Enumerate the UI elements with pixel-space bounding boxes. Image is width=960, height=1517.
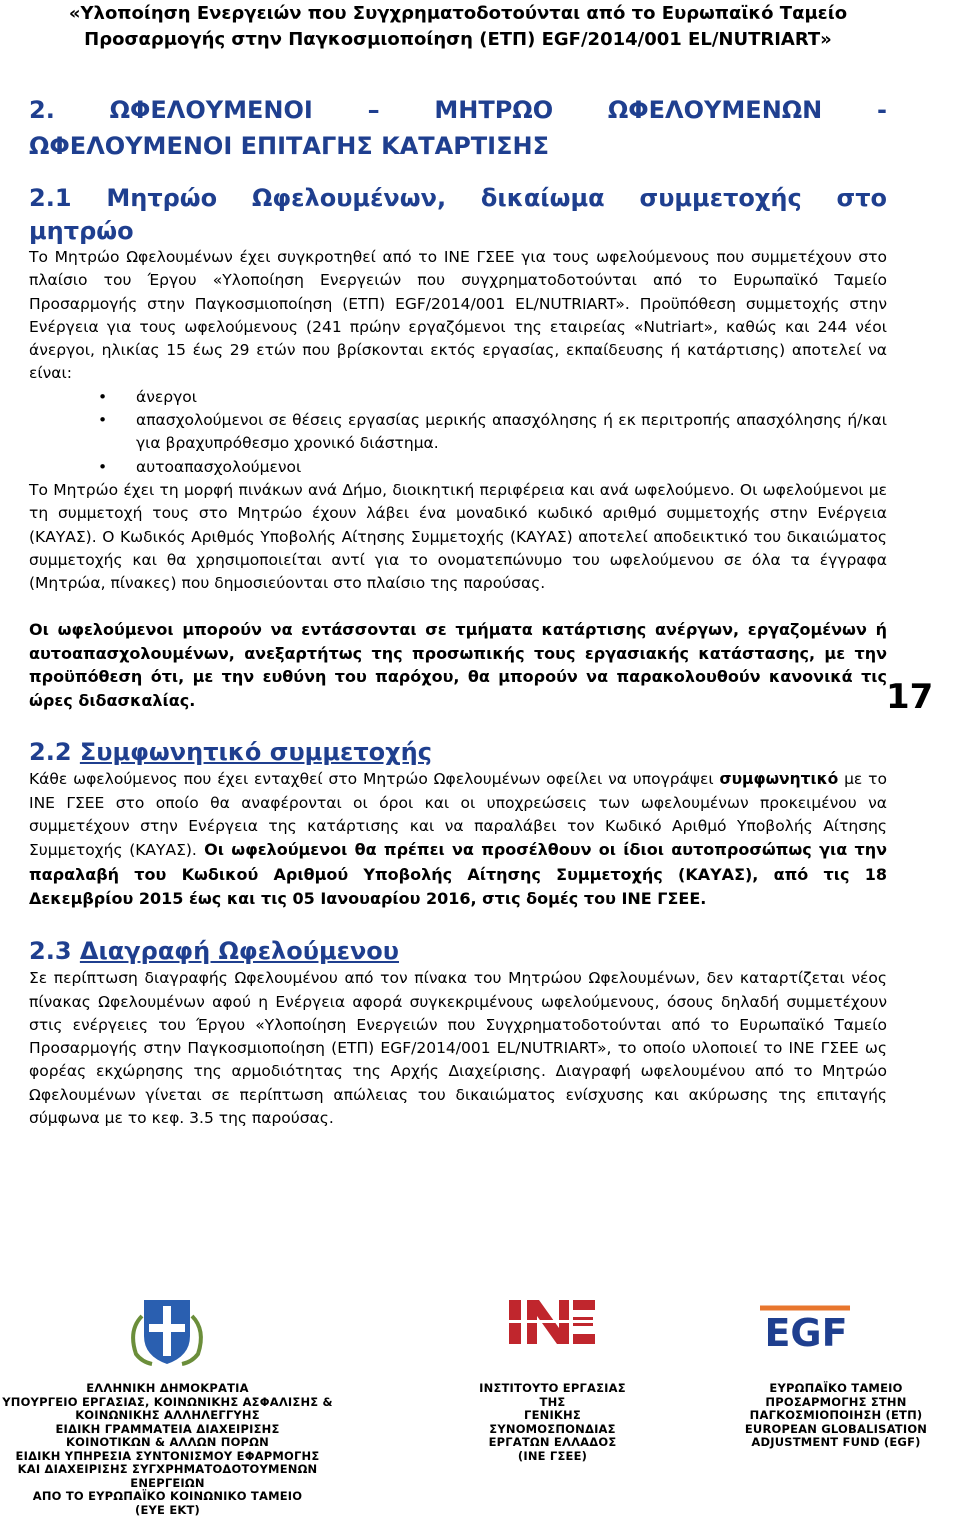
section-2-1-bold-paragraph: Οι ωφελούμενοι μπορούν να εντάσσονται σε τμήματα κατάρτισης ανέργων, εργαζομένων ή αυτοαπασχολουμένων, ανεξαρτήτως της προσωπικής τους εργασιακής κατάστασης, με την προϋπόθεση ότι, με την ευθύνη του παρόχου, θα μπορούν να παρακολουθούν κανονικά τις ώρες διδασκαλίας. [29,618,887,712]
footer-line: ΕΙΔΙΚΗ ΥΠΗΡΕΣΙΑ ΣΥΝΤΟΝΙΣΜΟΥ ΕΦΑΡΜΟΓΗΣ [0,1450,335,1464]
header-line-2: Προσαρμογής στην Παγκοσμιοποίηση (ΕΤΠ) EGF/2014/001 EL/NUTRIART» [29,26,887,52]
footer-line: ΕΛΛΗΝΙΚΗ ΔΗΜΟΚΡΑΤΙΑ [0,1382,335,1396]
egf-text [736,1382,936,1450]
footer-line: ΕΥΡΩΠΑΪΚΟ ΤΑΜΕΙΟ [736,1382,936,1396]
footer-line: ΚΑΙ ΔΙΑΧΕΙΡΙΣΗΣ ΣΥΓΧΡΗΜΑΤΟΔΟΤΟΥΜΕΝΩΝ ΕΝΕΡΓΕΙΩΝ [0,1463,335,1490]
section-2-2-title [29,736,887,768]
section-2-title-line-1: 2. ΩΦΕΛΟΥΜΕΝΟΙ – ΜΗΤΡΩΟ ΩΦΕΛΟΥΜΕΝΩΝ - [29,92,887,128]
eligibility-list [29,386,887,479]
egf-logo-text: EGF [764,1311,847,1355]
footer-line: EUROPEAN GLOBALISATION [736,1423,936,1437]
list-item: • απασχολούμενοι σε θέσεις εργασίας μερικής απασχόλησης ή εκ περιτροπής απασχόλησης ή/και για βραχυπρόθεσμο χρονικό διάστημα. [29,409,887,456]
section-2-2-paragraph [29,768,887,911]
footer-line: (ΕΥΕ ΕΚΤ) [0,1504,335,1517]
section-2-1-title-line-1: 2.1 Μητρώο Ωφελουμένων, δικαίωμα συμμετοχής στο [29,180,887,216]
section-2-2-text-c: με το ΙΝΕ ΓΣΕΕ στο οποίο θα αναφέρονται οι όροι και οι υποχρεώσεις των ωφελουμένων προκειμένου να συμμετέχουν στην Ενέργεια της κατάρτισης και να παραλάβει τον Κωδικό Αριθμό Υποβολής Αίτησης Συμμετοχής (ΚΑΥΑΣ). [29,770,887,859]
egf-logo-icon [754,1300,864,1356]
greek-coat-of-arms-icon [122,1296,212,1366]
list-item: • αυτοαπασχολούμενοι [29,456,887,479]
section-2-3-paragraph: Σε περίπτωση διαγραφής Ωφελουμένου από τον πίνακα του Μητρώου Ωφελουμένων, δεν καταρτίζεται νέος πίνακας Ωφελουμένων αφού η Ενέργεια αφορά συγκεκριμένους ωφελούμενους, όσους δηλαδή συμμετέχουν στις ενέργειες του Έργου «Υλοποίηση Ενεργειών που Συγχρηματοδοτούνται από το Ευρωπαϊκό Ταμείο Προσαρμογής στην Παγκοσμιοποίηση (ΕΤΠ) EGF/2014/001 EL/NUTRIART», το οποίο υλοποιεί το ΙΝΕ ΓΣΕΕ ως φορέας εκχώρησης της αρμοδιότητας της Αρχής Διαχείρισης. Διαγραφή ωφελουμένου από το Μητρώο Ωφελουμένων γίνεται σε περίπτωση απώλειας του δικαιώματος ενίσχυσης και ακύρωσης της επιταγής σύμφωνα με το κεφ. 3.5 της παρούσας. [29,967,887,1130]
ine-gsee-logo-icon [503,1292,599,1350]
section-2-2-title-text: Συμφωνητικό συμμετοχής [80,738,432,766]
section-2-1-paragraph-2: Το Μητρώο έχει τη μορφή πινάκων ανά Δήμο, διοικητική περιφέρεια και ανά ωφελούμενο. Οι ωφελούμενοι με τη συμμετοχή τους στο Μητρώο έχουν λάβει ένα μοναδικό κωδικό αριθμό συμμετοχής στην Ενέργεια (ΚΑΥΑΣ). Ο Κωδικός Αριθμός Υποβολής Αίτησης Συμμετοχής (ΚΑΥΑΣ) αποτελεί αποδεικτικό του δικαιώματος συμμετοχής και θα χρησιμοποιείται αντί για το ονοματεπώνυμο του ωφελούμενου σε όλα τα έγγραφα (Μητρώα, πίνακες) που δημοσιεύονται στο πλαίσιο της παρούσας. [29,479,887,595]
footer-line: (ΙΝΕ ΓΣΕΕ) [470,1450,635,1464]
section-2-1-paragraph-1: Το Μητρώο Ωφελουμένων έχει συγκροτηθεί από το ΙΝΕ ΓΣΕΕ για τους ωφελούμενους που συμμετέχουν στο πλαίσιο του Έργου «Υλοποίηση Ενεργειών που συγχρηματοδοτούνται από το Ευρωπαϊκό Ταμείο Προσαρμογής στην Παγκοσμιοποίηση (ΕΤΠ) EGF/2014/001 EL/NUTRIART». Προϋπόθεση συμμετοχής στην Ενέργεια για τους ωφελούμενους (241 πρώην εργαζόμενοι της εταιρείας «Nutriart», καθώς και 244 νέοι άνεργοι, ηλικίας 15 έως 29 ετών που βρίσκονται εκτός εργασίας, εκπαίδευσης ή κατάρτισης) αποτελεί να είναι: [29,246,887,386]
ine-text [470,1382,635,1463]
footer-line: ΕΙΔΙΚΗ ΓΡΑΜΜΑΤΕΙΑ ΔΙΑΧΕΙΡΙΣΗΣ [0,1423,335,1437]
footer-line: ADJUSTMENT FUND (EGF) [736,1436,936,1450]
footer-line: ΚΟΙΝΩΝΙΚΗΣ ΑΛΛΗΛΕΓΓΥΗΣ [0,1409,335,1423]
footer-line: ΚΟΙΝΟΤΙΚΩΝ & ΑΛΛΩΝ ΠΟΡΩΝ [0,1436,335,1450]
footer-line: ΠΡΟΣΑΡΜΟΓΗΣ ΣΤΗΝ [736,1396,936,1410]
page-number: 17 [886,677,933,717]
list-item: • άνεργοι [29,386,887,409]
section-2-3-title [29,935,887,967]
footer-line: ΠΑΓΚΟΣΜΙΟΠΟΙΗΣΗ (ΕΤΠ) [736,1409,936,1423]
footer-logos [0,1290,960,1494]
section-2-3-title-text: Διαγραφή Ωφελούμενου [80,937,399,965]
footer-line: ΕΡΓΑΤΩΝ ΕΛΛΑΔΟΣ [470,1436,635,1450]
footer-line: ΑΠΟ ΤΟ ΕΥΡΩΠΑΪΚΟ ΚΟΙΝΩΝΙΚΟ ΤΑΜΕΙΟ [0,1490,335,1504]
section-2-title-line-2: ΩΦΕΛΟΥΜΕΝΟΙ ΕΠΙΤΑΓΗΣ ΚΑΤΑΡΤΙΣΗΣ [29,128,887,164]
section-2-3-number: 2.3 [29,937,72,965]
section-2-2-text-d: Οι ωφελούμενοι θα πρέπει να προσέλθουν οι ίδιοι αυτοπροσώπως για την παραλαβή του Κωδικού Αριθμού Υποβολής Αίτησης Συμμετοχής (ΚΑΥΑΣ), από τις 18 Δεκεμβρίου 2015 έως και τις 05 Ιανουαρίου 2016, στις δομές του ΙΝΕ ΓΣΕΕ. [29,840,887,908]
footer-line: ΓΕΝΙΚΗΣ ΣΥΝΟΜΟΣΠΟΝΔΙΑΣ [470,1409,635,1436]
section-2-2-text-a: Κάθε ωφελούμενος που έχει ενταχθεί στο Μητρώο Ωφελουμένων οφείλει να υπογράψει [29,770,714,788]
section-2-1-title-line-2: μητρώο [29,216,887,246]
section-2-2-number: 2.2 [29,738,72,766]
ministry-text [0,1382,335,1517]
footer-line: ΥΠΟΥΡΓΕΙΟ ΕΡΓΑΣΙΑΣ, ΚΟΙΝΩΝΙΚΗΣ ΑΣΦΑΛΙΣΗΣ & [0,1396,335,1410]
footer-line: ΙΝΣΤΙΤΟΥΤΟ ΕΡΓΑΣΙΑΣ [470,1382,635,1396]
section-2-2-text-b: συμφωνητικό [720,770,839,788]
footer-line: ΤΗΣ [470,1396,635,1410]
header-line-1: «Υλοποίηση Ενεργειών που Συγχρηματοδοτούνται από το Ευρωπαϊκό Ταμείο [29,0,887,26]
document-page [29,0,887,1130]
